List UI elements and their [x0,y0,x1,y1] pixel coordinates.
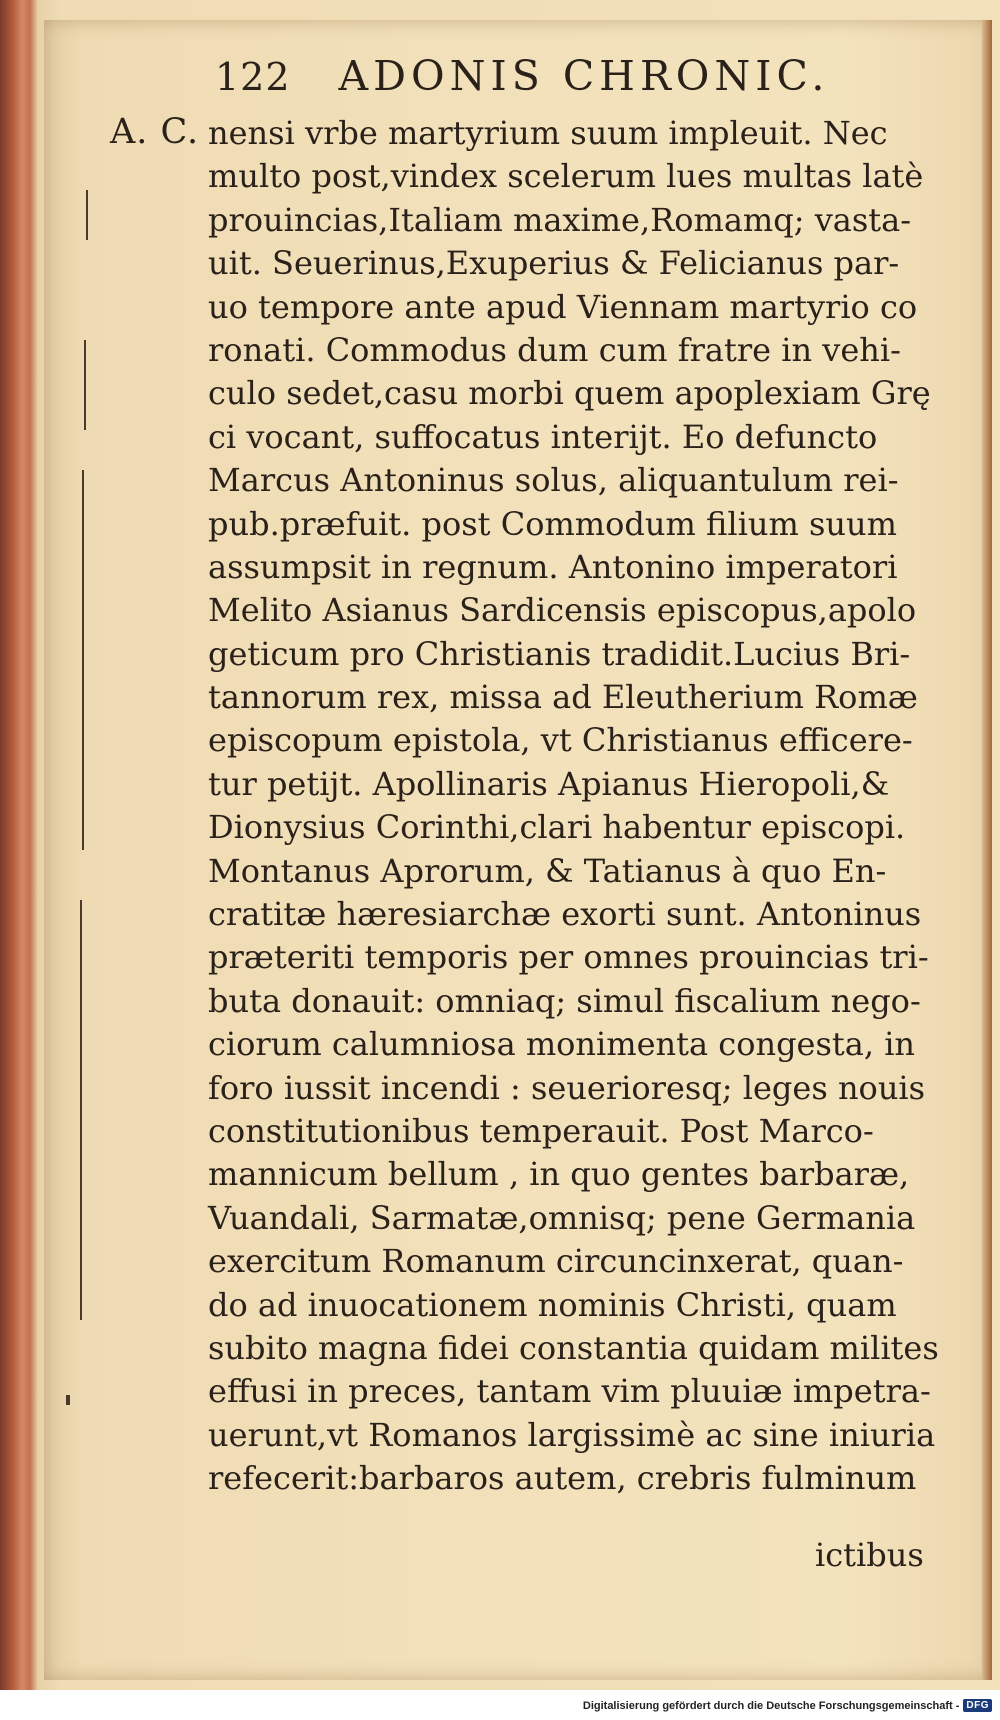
text-line: episcopum epistola, vt Christianus efficere- [208,721,913,760]
text-line: buta donauit: omniaq; simul fiscalium nego- [208,981,921,1020]
text-line: tannorum rex, missa ad Eleutherium Romæ [208,678,918,717]
text-line: subito magna fidei constantia quidam milites [208,1328,939,1367]
margin-ink-mark [82,470,84,850]
running-title: ADONIS CHRONIC. [338,52,830,100]
text-line: ronati. Commodus dum cum fratre in vehi- [208,330,901,369]
text-line: tur petijt. Apollinaris Apianus Hieropoli,& [208,764,890,803]
text-line: exercitum Romanum circuncinxerat, quan- [208,1242,904,1281]
catchword: ictibus [815,1536,924,1574]
text-line: ciorum calumniosa monimenta congesta, in [208,1025,916,1064]
margin-ink-mark [66,1395,70,1405]
margin-ink-mark [84,340,86,430]
text-line: cratitæ hæresiarchæ exorti sunt. Antoninus [208,895,922,934]
digitization-credit [583,1699,992,1712]
text-line: refecerit:barbaros autem, crebris fulminum [208,1459,917,1498]
body-text [208,112,946,1501]
text-line: do ad inuocationem nominis Christi, quam [208,1285,897,1324]
text-line: nensi vrbe martyrium suum impleuit. Nec [208,114,888,152]
text-line: constitutionibus temperauit. Post Marco- [208,1111,874,1150]
text-line: Melito Asianus Sardicensis episcopus,apolo [208,591,917,630]
dfg-logo: DFG [963,1699,992,1712]
text-line: Vuandali, Sarmatæ,omnisq; pene Germania [208,1198,916,1237]
marginal-note: A. C. [110,112,200,152]
text-line: uo tempore ante apud Viennam martyrio co [208,287,918,326]
text-line: mannicum bellum , in quo gentes barbaræ, [208,1155,910,1194]
text-line: Marcus Antoninus solus, aliquantulum rei- [208,461,899,500]
text-line: effusi in preces, tantam vim pluuiæ impetra- [208,1372,931,1411]
text-line: pub.præfuit. post Commodum filium suum [208,504,897,543]
text-line: Dionysius Corinthi,clari habentur episcopi. [208,808,906,847]
text-line: foro iussit incendi : seuerioresq; leges nouis [208,1068,926,1107]
margin-ink-mark [80,900,82,1320]
text-line: prouincias,Italiam maxime,Romamq; vasta- [208,200,912,239]
text-line: assumpsit in regnum. Antonino imperatori [208,547,898,586]
text-line: geticum pro Christianis tradidit.Lucius Bri- [208,634,911,673]
text-line: ci vocant, suffocatus interijt. Eo defuncto [208,417,878,456]
page-number: 122 [215,55,291,99]
page-header [215,52,915,102]
text-line: multo post,vindex scelerum lues multas latè [208,157,924,196]
text-line: Montanus Aprorum, & Tatianus à quo En- [208,851,887,890]
text-line: uerunt,vt Romanos largissimè ac sine iniuria [208,1415,936,1454]
text-line: uit. Seuerinus,Exuperius & Felicianus par- [208,244,900,283]
text-line: culo sedet,casu morbi quem apoplexiam Grę [208,374,931,413]
page-edge-shadow [982,20,992,1680]
text-line: præteriti temporis per omnes prouincias tri- [208,938,929,977]
credit-text: Digitalisierung gefördert durch die Deutsche Forschungsgemeinschaft - [582,1699,960,1712]
margin-ink-mark [86,190,88,240]
